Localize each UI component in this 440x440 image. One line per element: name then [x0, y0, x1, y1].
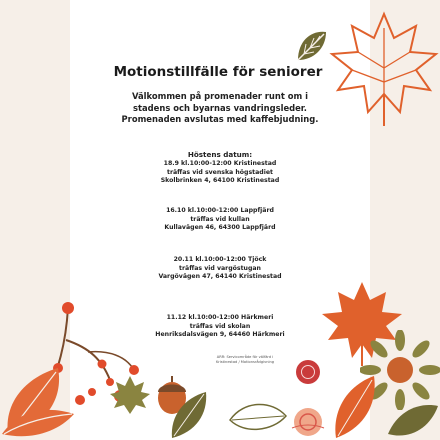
- organizer-line: ARR: Servicområde för välfärd i: [216, 355, 274, 359]
- event-block-2: [90, 207, 350, 233]
- organizer-line: Kristinestad / Motionsrådgivning: [215, 359, 275, 364]
- event-address: Henriksdalsvägen 9, 64460 Härkmeri: [155, 331, 285, 339]
- intro-line: Promenaden avslutas med kaffebjudning.: [121, 114, 319, 124]
- event-date-time: 20.11 kl.10:00-12:00 Tjöck: [173, 256, 267, 263]
- intro-text: [90, 91, 350, 126]
- dates-heading: Höstens datum:: [187, 150, 253, 159]
- leaf-icon: [386, 400, 440, 440]
- event-block-3: [90, 256, 350, 282]
- event-meeting-point: träffas vid svenska högstadiet: [167, 168, 273, 176]
- page-title: Motionstillfälle för seniorer: [113, 64, 323, 80]
- event-address: Kullavägen 46, 64300 Lappfjärd: [164, 224, 276, 232]
- event-meeting-point: träffas vid skolan: [189, 322, 251, 330]
- event-meeting-point: träffas vid vargöstugan: [179, 264, 261, 272]
- intro-line: Välkommen på promenader runt om i: [131, 91, 309, 101]
- event-meeting-point: träffas vid kullan: [190, 215, 250, 223]
- organizer-text: [205, 355, 285, 364]
- intro-line: stadens och byarnas vandringsleder.: [133, 102, 307, 113]
- maple-leaf-icon: [108, 372, 152, 416]
- berries-icon: [278, 398, 338, 440]
- event-address: Skolbrinken 4, 64100 Kristinestad: [160, 177, 280, 185]
- leaf-icon: [0, 404, 76, 440]
- event-address: Vargövägen 47, 64140 Kristinestad: [158, 273, 282, 281]
- event-date-time: 16.10 kl.10:00-12:00 Lappfjärd: [166, 207, 274, 214]
- event-block-1: [90, 150, 350, 186]
- organization-logo-icon: [296, 360, 320, 384]
- event-date-time: 18.9 kl.10:00-12:00 Kristinestad: [163, 160, 277, 167]
- event-date-time: 11.12 kl.10:00-12:00 Härkmeri: [166, 314, 274, 321]
- event-block-4: [90, 314, 350, 340]
- leaf-icon: [166, 388, 210, 440]
